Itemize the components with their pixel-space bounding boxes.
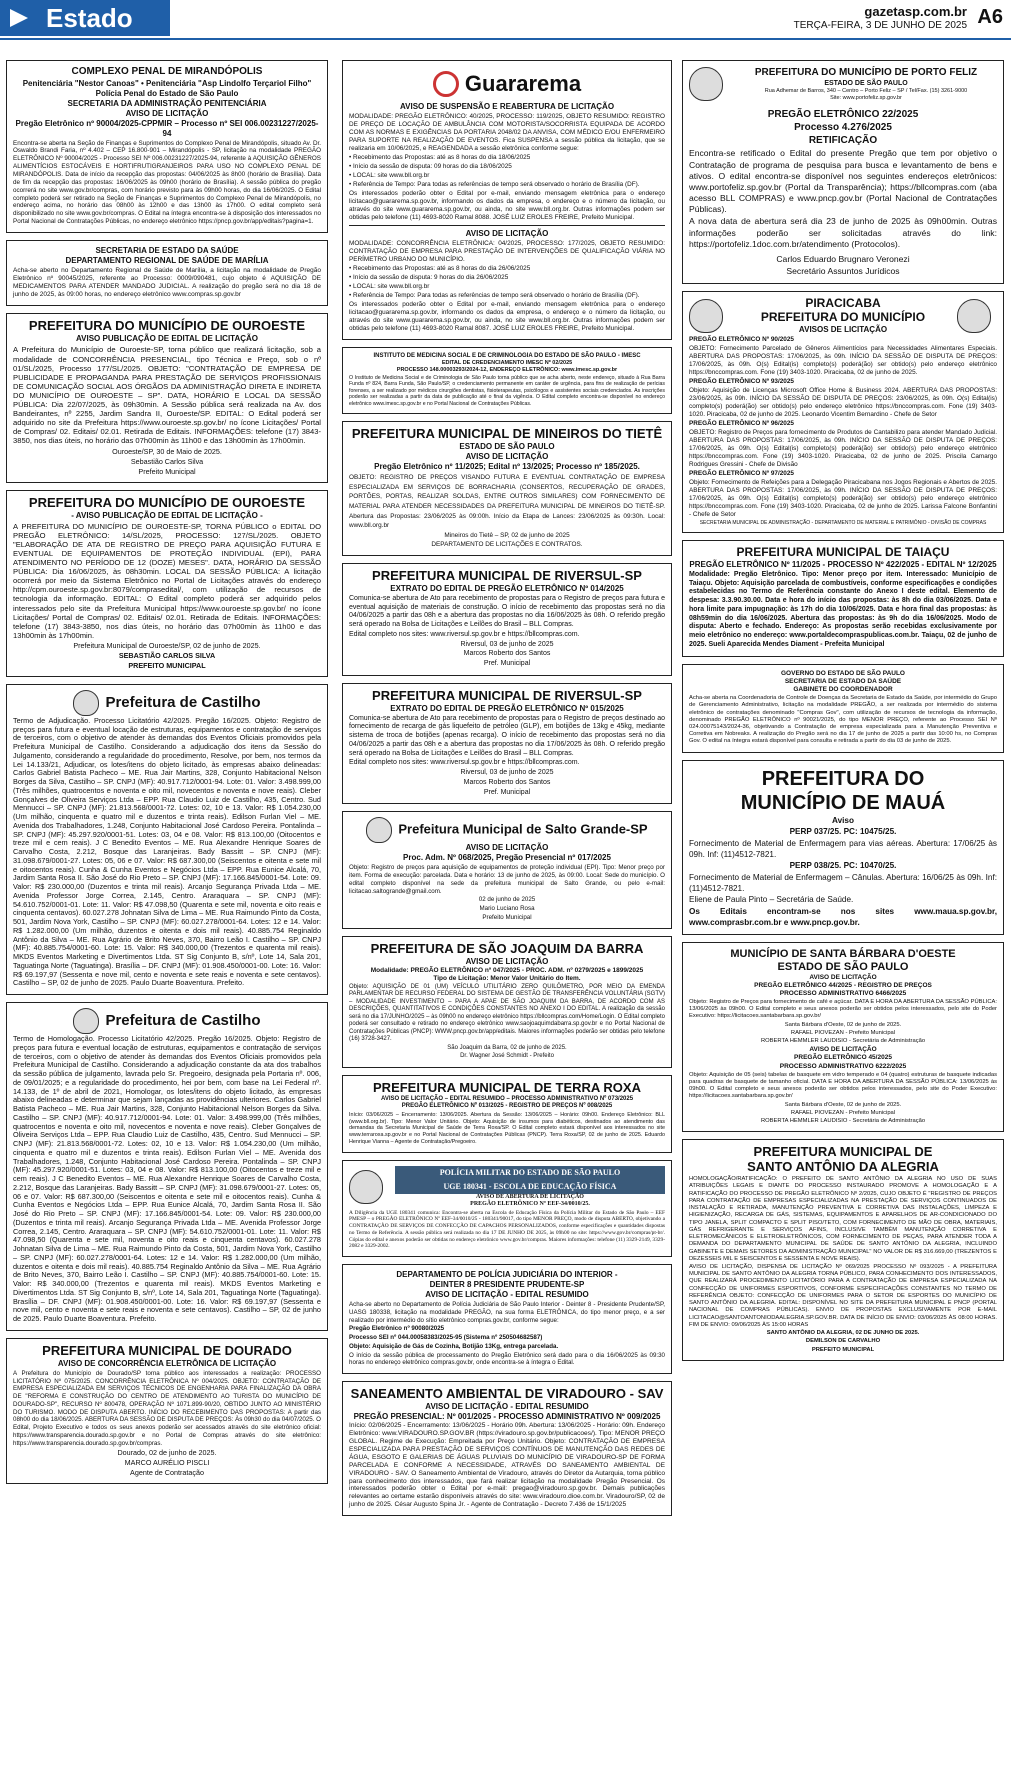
notice-line: Pregão Eletrônico nº 90080/2025 — [349, 1325, 445, 1333]
logo-mark-icon — [433, 71, 459, 97]
notice-subtitle: PREGÃO ELETRÔNICO 44/2025 - REGISTRO DE PREÇOS — [754, 981, 932, 989]
item-heading: PREGÃO ELETRÔNICO Nº 90/2025 — [689, 335, 794, 343]
notice-title: ESTADO DE SÃO PAULO — [777, 960, 909, 973]
notice-body: Modalidade: Pregão Eletrônico. Tipo: Menor preço por item. Interessado: Município de Taiaçu. Objeto: Aquisição parcelada de combustíveis, conforme especificações e condições estabelecidas no Termo de Referência constante do Anexo I deste edital. Elemento de despesa: 3.3.90.30.00. Data e hora do início das propostas: às 8h do dia 03/06/2025. Data e hora limite para impugnação: às 17h do dia 10/06/2025. Data e hora final das propostas: às 08h59min do dia 16/06/2025. Abertura das propostas: às 9h do dia 16/06/2025. Modo de disputa: Aberto e fechado. Endereço: As propostas serão recebidas exclusivamente por meio eletrônico no endereço: www.portaldecompraspublicas.com.br. Taiaçu, 02 de junho de 2025. Sueli Aparecida Mendes Diament - Prefeita Municipal — [689, 570, 997, 648]
notice-title: AVISO DE LICITAÇÃO — [465, 228, 549, 238]
notice-subtitle: EXTRATO DO EDITAL DE PREGÃO ELETRÔNICO Nº 015/2025 — [390, 703, 624, 713]
notice-subtitle: EDITAL DE CREDENCIAMENTO IMESC Nº 02/2025 — [441, 360, 573, 366]
notice-title: PREFEITURA DO MUNICÍPIO — [760, 310, 926, 325]
notice-body: MODALIDADE: CONCORRÊNCIA ELETRÔNICA: 04/2025, PROCESSO: 177/2025, OBJETO RESUMIDO: CONTRATAÇÃO DE EMPRESA PARA PRESTAÇÃO DE INTERVENÇÕES DE QUALIFICAÇÃO VIÁRIA NO PERÍMETRO URBANO DO MUNICÍPIO. — [349, 239, 665, 263]
notice-line: AVISO DE LICITAÇÃO — [125, 108, 209, 118]
notice-title: MUNICÍPIO DE SANTA BÁRBARA D'OESTE — [730, 948, 956, 961]
page-number: A6 — [977, 6, 1003, 28]
notice-role: Prefeito Municipal — [138, 466, 196, 476]
notice-subtitle: UGE 180341 - ESCOLA DE EDUCAÇÃO FÍSICA — [395, 1180, 665, 1194]
notice-riversul-1 — [342, 563, 672, 676]
notice-subtitle: GABINETE DO COORDENADOR — [793, 685, 893, 693]
notice-footer: SECRETARIA MUNICIPAL DE ADMINISTRAÇÃO - DEPARTAMENTO DE MATERIAL E PATRIMÔNIO - DIVISÃO DE COMPRAS — [699, 519, 987, 526]
notice-body: HOMOLOGAÇÃO/RATIFICAÇÃO: O PREFEITO DE SANTO ANTÔNIO DA ALEGRIA NO USO DE SUAS ATRIBUIÇÕES LEGAIS E DIANTE DO PROCESSO INSTAURADO PROMOVE A HOMOLOGAÇÃO E A RATIFICAÇÃO DO PROCESSO DE PREGÃO ELETRÔNICO Nº 2/2025, CUJO OBJETO É "REGISTRO DE PREÇOS PARA CONTRATAÇÃO DE EMPRESAS ESPECIALIZADAS NA PRESTAÇÃO DE SERVIÇOS CONTINUADOS DE INSTALAÇÃO E RETIRADA, MANUTENÇÃO PREVENTIVA E CORRETIVA DAS INSTALAÇÕES, LIMPEZA E HIGIENIZAÇÃO, RECARGA DE GÁS, SISTEMAS, EQUIPAMENTOS E APARELHOS DE AR-CONDICIONADO DO TIPO JANELA, SPLIT COMPACTO E SPLIT PISO/TETO, COM FORNECIMENTO DE MÃO DE OBRA, MATERIAIS, GÁS REFRIGERANTE E SERVIÇOS AFINS, INCLUSIVE TAMBÉM MANUTENÇÃO CORRETIVA E ELETROMECÂNICOS E ELETROELETRÔNICOS, COM FORNECIMENTO DE PEÇAS, PARA ATENDER TODA A DEMANDA DO DEPARTAMENTO MUNICIPAL DE SAÚDE DE SANTO ANTÔNIO DA ALEGRIA, INCLUINDO GABINETE E DEMAIS SETORES DA ADMINISTRAÇÃO MUNICIPAL" NO VALOR DE R$ 316.669,00 (TREZENTOS E DEZESSEIS MIL E SEISCENTOS E SESSENTA E NOVE REAIS). — [689, 1176, 997, 1262]
notice-body: Acha-se aberta na Coordenadoria de Controle de Doenças da Secretaria de Estado da Saúde, por intermédio do Grupo de Gerenciamento Administrativo, licitação na modalidade PREGÃO, a ser realizada por intermédio do sistema eletrônico de contratações denominado "Compras Gov", com utilização de recursos de tecnologia da informação, denominado PREGÃO ELETRÔNICO nº 90021/2025, do tipo MENOR PREÇO, referente ao Processo SEI Nº 024.00075143/2024-36, objetivando a Contratação de empresa especializada para a Manutenção Preventiva e Corretiva em Nobreaks. A realização do Pregão será no dia 17 de junho de 2025 a partir das 10:00 hs, no Compras Gov. O edital na íntegra estará disponível para consulta e retirada a partir do dia 03 de junho de 2025. — [689, 695, 997, 745]
notice-signature: ROBERTA HEMMLER LAUDISIO - Secretária de Administração — [760, 1118, 926, 1125]
notice-subtitle: AVISO DE LICITAÇÃO - EDITAL RESUMIDO — [425, 1290, 589, 1300]
notice-title: GOVERNO DO ESTADO DE SÃO PAULO — [781, 669, 905, 677]
notice-title: Prefeitura de Castilho — [105, 693, 261, 711]
notice-subtitle: PROCESSO ADMINISTRATIVO 6466/2025 — [779, 989, 907, 997]
notice-ouroeste-2 — [6, 490, 328, 677]
notice-city: Ouroeste/SP, 30 de Maio de 2025. — [112, 446, 222, 456]
notice-subtitle: PROCESSO 148.00003293/2024-12, ENDEREÇO ELETRÔNICO: www.imesc.sp.gov.br — [396, 366, 618, 373]
item-body: Eliene de Paula Pinto – Secretária de Saúde. — [689, 895, 854, 905]
notice-body: Os interessados poderão obter o Edital por e-mail, enviando mensagem eletrônica para o endereço licitacao@guararema.sp.gov.br, informando os dados da empresa, o endereço e o número da licitação, ou através do site www.guararema.sp.gov.br, ou ainda, no site www.bll.org.br. Outras informações podem ser obtidas pelo telefone (11) 4693-8020 Ramal 8087. JOSÉ LUIZ EROLES FREIRE, Prefeito Municipal. — [349, 300, 665, 332]
notice-mineiros — [342, 421, 672, 556]
notice-footer: DEPARTAMENTO DE LICITAÇÕES E CONTRATOS. — [431, 540, 583, 548]
notice-title: PREFEITURA DO MUNICÍPIO DE OUROESTE — [28, 318, 306, 334]
notice-subtitle: ESTADO DE SÃO PAULO — [459, 442, 555, 452]
notice-subtitle: AVISO DE LICITAÇÃO - EDITAL RESUMIDO — [425, 1402, 589, 1412]
notice-subtitle: AVISO DE LICITAÇÃO — [809, 973, 877, 981]
notice-maua — [682, 760, 1004, 936]
notice-title: PIRACICABA — [805, 296, 881, 311]
notice-signature: Dr. Wagner José Schmidt - Prefeito — [460, 1053, 554, 1060]
notice-subtitle: AVISO PUBLICAÇÃO DE EDITAL DE LICITAÇÃO — [75, 334, 259, 344]
notice-signature: Carlos Eduardo Brugnaro Veronezi — [776, 253, 910, 264]
notice-title: AVISO DE SUSPENSÃO E REABERTURA DE LICITAÇÃO — [399, 101, 615, 111]
item-body: Fornecimento de Material de Enfermagem – Cânulas. Abertura: 16/06/25 às 09h. Inf: (11)4512-7821. — [689, 872, 997, 893]
coat-of-arms-icon — [73, 1008, 99, 1034]
seal-icon — [957, 299, 991, 333]
notice-dourado — [6, 1338, 328, 1484]
notice-role: Pref. Municipal — [483, 660, 531, 668]
notice-title: Prefeitura de Castilho — [105, 1012, 261, 1030]
notice-body: Termo de Homologação. Processo Licitatório 42/2025. Pregão 16/2025. Objeto: Registro de preços para futura e eventual locação de estruturas, equipamentos e contratação de serviços de terceiros, com o objetivo de atender às demandas dos Eventos Oficiais promovidos pela Prefeitura Municipal de Castilho. Considerando a adjudicação constante da ata dos trabalhos da sessão pública de julgamento, lavrada pelo Sr. Pregoeiro, designada pela Portaria nº. 006, de 09/01/2025; e a regularidade do procedimento, hei por bem, com base na Lei Federal nº. 14.133, de 1º de abril de 2021, Homologar, os lotes/itens do objeto licitado, às empresas abaixo delineadas e determinar que sejam lançadas as providências ulteriores. Carlos Gabriel Batista Pacheco – ME. Rua Jair Martins, 328, Conjunto Habitacional Nelson Borges da Silva. Castilho – SP. CNPJ (MF): 40.917.712/0001-94. Lote: 01. Valor: 3.498.999,00 (Três milhões, quatrocentos e noventa e oito mil, novecentos e noventa e nove reais). Cleber Gonçalves de Oliveira Serviços Ltda – EPP. Rua Claudio Luiz de Castilho, 435, Centro. Sud Mennucci – SP. CNPJ (MF): 21.813.568/0001-72. Lotes: 02, 10 e 13. Valor: R$ 1.054.230,00 (Um milhão, cinquenta e quatro mil e duzentos e trinta reais). Edilson Furlan Viel – ME. Avenida dos Trabalhadores, 1.248, Conjunto Habitacional José Cardoso Pereira. Pontalinda – SP. CNPJ (MF): 45.297.920/0001-51. Lotes: 03, 04 e 08. Valor: R$ 813.100,00 (Oitocentos e treze mil e cem reais). J C Benedito Eventos – ME. Rua Alexandre Henrique Soares de Carvalho Costa, 2.212, Bosque das Laranjeiras. Bady Bassitt – SP. CNPJ (MF): 31.098.679/0001-27. Lotes: 05, 06 e 07. Valor: R$ 687.300,00 (Seiscentos e oitenta e sete mil e oitocentos reais). Cunha & Cunha Eventos e Negócios Ltda – EPP. Rua Eunice Alcalá, 70, Jardim Santa Rosa II. São José do Rio Preto – SP. CNPJ (MF): 17.166.845/0001-54. Lote: 09. Valor: R$ 230.000,00 (Duzentos e trinta mil reais). Arcanjo Segurança Privada Ltda – ME. Avenida Professor Jorge Correa, 2.145, Centro. Araraquara – SP. CNPJ (MF): 54.610.752/0001-01. Lote: 11. Valor: R$ 47.098,50 (Quarenta e sete mil, noventa e oito reais e cinquenta centavos). 60.027.278 Johnatan Silva de Lima – ME. Rua Raimundo Pinto da Costa, 501, Jardim Nova York, Castilho – SP. CNPJ (MF): 60.027.278/0001-64. Lotes: 12 e 14. Valor: R$ 1.282.000,00 (Um milhão, duzentos e oitenta e dois mil reais). 40.885.754 Reginaldo Antônio da Silva – ME. Rua Agrário de Brito Neves, 370, Bairro Leão I. Castilho – SP. CNPJ (MF): 40.885.754/0001-60. Lote: 15. Valor: R$ 340.000,00 (Trezentos e quarenta mil reais). MKDS Eventos Marketing e Divertimentos Ltda. ST Sig Conjunto B, s/nº, Lote 14, Sala 201, Taguatinga Norte (Taguatinga). Brasília – DF. CNPJ (MF): 01.908.450/0001-00. Lote: 16. Valor: R$ 69.197,97 (Sessenta e nove mil, cento e noventa e sete reais e noventa e sete centavos). Castilho – SP, 02 de junho de 2025. Paulo Duarte Boaventura. Prefeito. — [13, 1034, 321, 1324]
notice-sao-joaquim — [342, 936, 672, 1068]
notice-riversul-2 — [342, 683, 672, 805]
notice-title: PREFEITURA MUNICIPAL DE TERRA ROXA — [373, 1079, 641, 1095]
notice-heading: RETIFICAÇÃO — [808, 135, 878, 147]
notice-subtitle: AVISOS DE LICITAÇÃO — [798, 324, 888, 334]
notice-body: Os interessados poderão obter o Edital por e-mail, enviando mensagem eletrônica para o endereço licitacao@guararema.sp.gov.br, informando os dados da empresa, o endereço e o número da licitação, ou através do site www.guararema.sp.gov.br, ou ainda, no site www.bll.org.br. Outras informações podem ser obtidas pelo telefone (11) 4693-8020 Ramal 8088. JOSÉ LUIZ EROLES FREIRE, Prefeito Municipal. — [349, 189, 665, 221]
notice-body: OBJETO: REGISTRO DE PREÇOS VISANDO FUTURA E EVENTUAL CONTRATAÇÃO DE EMPRESA ESPECIALIZADA EM SERVIÇOS DE BORRACHARIA (CONSERTOS, RECUPERAÇÃO DE GRADES, PORTÕES, PORTAS, REALIZAR SOLDAS, ENTRE OUTROS SIMILARES) COM FORNECIMENTO DE MATERIAL PARA ATENDER NECESSIDADES DA PREFEITURA MUNICIPAL DE MINEIROS DO TIETÊ-SP. Abertura das Propostas: 23/06/2025 às 09:00h. Início da Etapa de Lances: 23/06/2025 às 09:30h. Local: www.bll.org.br — [349, 474, 665, 530]
list-item: • Início da sessão de disputa: 9 horas do dia 26/06/2025 — [349, 273, 509, 281]
notice-title: PREFEITURA MUNICIPAL DE TAIAÇU — [736, 545, 950, 560]
notice-subtitle: Modalidade: PREGÃO ELETRÔNICO nº 047/2025 - PROC. ADM. nº 0279/2025 e 1899/2025 — [370, 966, 644, 974]
notice-subtitle: AVISO DE LICITAÇÃO – EDITAL RESUMIDO – PROCESSO ADMINISTRATIVO Nº 073/2025 — [380, 1095, 634, 1102]
notice-title: SECRETARIA DE ESTADO DA SAÚDE — [95, 245, 239, 255]
notice-city: Santa Bárbara d'Oeste, 02 de junho de 2025. — [784, 1101, 902, 1108]
list-item: • Referência de Tempo: Para todas as referências de tempo será observado o horário de Brasília (DF). — [349, 180, 640, 188]
notice-subtitle: AVISO DE LICITAÇÃO — [465, 452, 549, 462]
notice-title: INSTITUTO DE MEDICINA SOCIAL E DE CRIMINOLOGIA DO ESTADO DE SÃO PAULO - IMESC — [373, 352, 641, 359]
notice-body: Acha-se aberto no Departamento de Polícia Judiciária de São Paulo Interior - Deinter 8 - Presidente Prudente/SP, UASG 180338, licitação na modalidade PREGÃO, na sua forma ELETRÔNICA, do tipo menor preço, e a ser realizado por intermédio do sítio eletrônico compras.gov.br, conforme segue: — [349, 1301, 665, 1324]
notice-subtitle: Proc. Adm. Nº 068/2025, Pregão Presencial nº 017/2025 — [403, 853, 611, 863]
notice-city: Prefeitura Municipal de Ouroeste/SP, 02 de junho de 2025. — [73, 640, 261, 650]
notice-title: COMPLEXO PENAL DE MIRANDÓPOLIS — [71, 66, 263, 77]
notice-signature: MARCO AURÉLIO PISCLI — [124, 1458, 210, 1468]
notice-subtitle: PROCESSO ADMINISTRATIVO 6222/2025 — [779, 1062, 907, 1070]
notice-city: Santa Bárbara d'Oeste, 02 de junho de 2025. — [784, 1021, 902, 1028]
notice-line: Polícia Penal do Estado de São Paulo — [95, 88, 239, 98]
column-left — [6, 60, 328, 1491]
notice-heading: Processo 4.276/2025 — [794, 122, 892, 134]
item-body: Objeto: Aquisição de Licenças Microsoft Office Home & Business 2024. ABERTURA DAS PROPOSTAS: 23/06/2025, às 09h. INÍCIO DA SESSÃO DE DISPUTA DE PREÇOS: 23/06/2025, às 09h. O(s) Edital(is) completo(s) poderá(ão) ser obtido(s) pelo endereço eletrônico https://bnccompras.com. Fone (19) 3403-1020. Piracicaba, 02 de junho de 2025. Leonardo Vicentim Bernardino - Chefe de Setor — [689, 386, 997, 418]
notice-body: A Prefeitura do Município de Ouroeste-SP, torna público que realizará licitação, sob a modalidade de CONCORRÊNCIA PRESENCIAL, tipo Técnica e Preço, sob o nº 01/SL/2025, Processo 177/SL/2025. OBJETO: "CONTRATAÇÃO DE EMPRESA DE PUBLICIDADE E PROPAGANDA PARA PRESTAÇÃO DE SERVIÇOS PROFISSIONAIS DE COMUNICAÇÃO SOCIAL AOS ÓRGÃOS DA ADMINISTRAÇÃO DIRETA E INDIRETA DO MUNICÍPIO DE OUROESTE – SP". DATA, HORÁRIO E LOCAL DA SESSÃO PÚBLICA: Dia 22/07/2025, às 09h30min. A Sessão pública será realizada na Av. dos Bandeirantes, nº 2255, Jardim Sandra II, Ouroeste/SP. EDITAL: O Edital poderá ser adquirido no site da Prefeitura https://www.ouroeste.sp.gov.br/ no ícone Licitações/ Portal de Compras/ 02. Editais/ 02.01. Retirada de Editais. INFORMAÇÕES: telefone (17) 3843-3850, nos dias úteis, no horário das 07h00min às 11h00 e das 13h00min às 17h00min. — [13, 345, 321, 446]
notice-subtitle: Tipo de Licitação: Menor Valor Unitário do Item. — [433, 974, 581, 982]
notice-line: Processo SEI nº 044.00058383/2025-95 (Sistema nº 250504682587) — [349, 1334, 543, 1342]
notice-title: DEPARTAMENTO DE POLÍCIA JUDICIÁRIA DO INTERIOR - — [396, 1270, 618, 1280]
item-heading: PREGÃO ELETRÔNICO Nº 97/2025 — [689, 469, 794, 477]
notice-imesc — [342, 347, 672, 415]
notice-porto-feliz — [682, 60, 1004, 284]
notice-role: Agente de Contratação — [130, 1468, 204, 1478]
notice-city: Riversul, 03 de junho de 2025 — [460, 640, 554, 648]
notice-city: 02 de junho de 2025 — [478, 896, 536, 904]
notice-piracicaba — [682, 291, 1004, 533]
notice-title: PREFEITURA MUNICIPAL DE RIVERSUL-SP — [372, 567, 642, 583]
notice-body: O Instituto de Medicina Social e de Criminologia de São Paulo torna público que se acha aberto, neste endereço, situado à Rua Barra Funda nº 824, Barra Funda, São Paulo/SP, o credenciamento permanente em caráter de urgência, para fins de realização de perícias forenses, a ser realizado por médicos cirurgiões dentistas, fisioterapeutas, psicólogos e assistentes sociais credenciados. As inscrições poderão ser realizadas a partir da data de publicação até o final da vigência. O Edital completo encontra-se disponível no endereço eletrônico www.imesc.sp.gov.br e no Portal Nacional de Contratações Públicas. — [349, 374, 665, 407]
notice-marilia — [6, 240, 328, 307]
notice-policia-militar — [342, 1160, 672, 1258]
notice-castilho-1 — [6, 684, 328, 995]
notice-subtitle: AVISO DE LICITAÇÃO — [809, 1046, 877, 1054]
notice-role: Prefeito Municipal — [482, 913, 532, 921]
notice-body: Acha-se aberto no Departamento Regional de Saúde de Marília, a licitação na modalidade de Pregão Eletrônico nº 90045/2025, referente ao Processo: 0009/090481, cujo objeto é AQUISIÇÃO DE MEDICAMENTOS PARA ATENDER MANDADO JUDICIAL. A realização do pregão será no dia 18 de junho de 2025, às 09:00 horas, no endereço eletrônico www.compras.sp.gov.br — [13, 266, 321, 299]
item-body: OBJETO: Registro de Preços para fornecimento de Produtos de Cantabilizo para atender Mandado Judicial. ABERTURA DAS PROPOSTAS: 17/06/2025, às 09h. INÍCIO DA SESSÃO DE DISPUTA DE PREÇOS: 17/06/2025, às 09h. O(s) Edital(is) completo(s) poderá(ão) ser obtido(s) pelo endereço eletrônico https://bnccompras.com. Fone (19) 3403-1020. Piracicaba, 02 de junho de 2025. Priscila Camargo Rodrigues Gressini - Chefe de Divisão — [689, 428, 997, 468]
list-item: • Referência de Tempo: Para todas as referências de tempo será observado o horário de Brasília (DF). — [349, 291, 640, 299]
notice-signature: DEMILSON DE CARVALHO — [805, 1338, 881, 1345]
divider — [349, 225, 665, 226]
notice-ouroeste-1 — [6, 313, 328, 482]
notice-site[interactable]: Site: www.portofeliz.sp.gov.br — [830, 95, 902, 102]
notice-body: Objeto: Aquisição de 05 (seis) tabelas de basquete em vidro temperado e 04 (quatro) estruturas de basquete indicadas para quadras de basquete de tamanho oficial. DATA E HORA DA ABERTURA DA SESSÃO PÚBLICA: 13/06/2025 às 09h00. O Edital completo e seus anexos poderão ser obtidos pelos interessados, pelo site do Poder Executivo: https://licitacoes.santabarbara.sp.gov.br/ — [689, 1071, 997, 1100]
list-item: • Início da sessão de disputa: 09 horas do dia 18/06/2025 — [349, 162, 512, 170]
notice-castilho-2 — [6, 1002, 328, 1331]
coat-of-arms-icon — [366, 817, 392, 843]
notice-body: AVISO DE LICITAÇÃO, DISPENSA DE LICITAÇÃO Nº 069/2025 PROCESSO Nº 093/2025 - A PREFEITURA MUNICIPAL DE SANTO ANTÔNIO DA ALEGRIA TORNA PÚBLICO, PARA CONHECIMENTO DOS INTERESSADOS, QUE REALIZARÁ PROCEDIMENTO LICITATÓRIO PARA A CONTRATAÇÃO DE EMPRESA ESPECIALIZADA NA CONFECÇÃO DE UNIFORMES ESPORTIVOS, CONFORME ESPECIFICAÇÕES CONSTANTES NO TERMO DE REFERÊNCIA OBJETO: CONFECÇÃO DE UNIFORMES PARA O SETOR DE ESPORTES DO MUNICÍPIO DE SANTO ANTÔNIO DA ALEGRIA. EDITAL: DISPONÍVEL NO SITE DA PREFEITURA MUNICIPAL E PNCP (PORTAL NACIONAL DE COMPRAS PÚBLICAS). ENVIO DE PROPOSTAS EXCLUSIVAMENTE POR E-MAIL LICITACAO@SANTOANTONIODAALEGRIA.SP.GOV.BR. DATA DE INÍCIO DE ENVIO: 03/06/2025 ÀS 08:00 HORAS. FIM DE ENVIO: 09/06/2025 ÀS 15:00 HORAS — [689, 1264, 997, 1328]
notice-subtitle: PREGÃO ELETRÔNICO Nº 013/2025 - REGISTRO DE PREÇOS Nº 008/2025 — [401, 1103, 613, 1110]
notice-city: SANTO ANTÔNIO DA ALEGRIA, 02 DE JUNHO DE 2025. — [766, 1330, 920, 1337]
notice-role: PREFEITO MUNICIPAL — [128, 660, 206, 670]
notice-role: Pref. Municipal — [483, 788, 531, 796]
notice-body: Objeto: AQUISIÇÃO DE 01 (UM) VEÍCULO UTILITÁRIO ZERO QUILÔMETRO, POR MEIO DA EMENDA PARLAMENTAR DE RECURSO FEDERAL DO SISTEMA DE GESTÃO DE TRANSFERÊNCIA VOLUNTÁRIA (SGTV) – MODALIDADE INVESTIMENTO – PARA A APAE DE SÃO JOAQUIM DA BARRA, DE ACORDO COM AS DESCRIÇÕES, QUANTITATIVOS E CONDIÇÕES CONSTANTES NO ANEXO I DO EDITAL. A realização da sessão será no dia 17/JUNHO/2025 – às 09h00 no endereço eletrônico https://bllcompras.com/Home/Login. O Edital completo poderá ser consultado e retirado no endereço eletrônico www.saojoaquimdabarra.sp.gov.br e no Portal Nacional de Contratações Públicas (PNCP): WWW.pncp.gov.br/app/editais. Maiores informações poderão ser obtidas pelo telefone (16) 3728-3427. — [349, 983, 665, 1043]
notice-body: Encontra-se retificado o Edital do presente Pregão que tem por objetivo o Contratação de programa de pesquisa para busca e levantamento de bens e ativos. O edital encontra-se disponível nos seguintes endereços eletrônicos: www.portofeliz.sp.gov.br (Portal da Transparência); https://bllcompras.com (aba acesso BLL COMPRAS) e www.pncp.gov.br (Portal Nacional de Contratações Públicas). — [689, 148, 997, 215]
item-body: Fornecimento de Material de Enfermagem para vias aéreas. Abertura: 17/06/25 às 09h. Inf: (11)4512-7821. — [689, 838, 997, 859]
notice-body: Comunica-se abertura de Ato para recebimento de propostas para o Registro de preços destinado ao fornecimento de recarga de gás liquefeito de petróleo (GLP), em botijões de 13kg e 45kg, mediante sistema de troca de botijões (apenas recarga). O início de recebimento das propostas será no dia 04/06/2025 a partir das 08h e a abertura das propostas no dia 17/06/2025 às 08h. O referido pregão será operado na Bolsa de Licitações e Leilões do Brasil – BLL Compras. — [349, 714, 665, 757]
notice-subtitle: DEINTER 8 PRESIDENTE PRUDENTE-SP — [429, 1280, 585, 1290]
notice-title: PREFEITURA MUNICIPAL DE RIVERSUL-SP — [372, 687, 642, 703]
notice-subtitle: Aviso — [832, 815, 854, 825]
list-item: • LOCAL: site www.bll.org.br — [349, 282, 430, 290]
notice-subtitle: SECRETARIA DE ESTADO DA SAÚDE — [784, 677, 902, 685]
notice-title: PREFEITURA DO MUNICÍPIO DE OUROESTE — [28, 494, 306, 510]
item-heading: PERP 038/25. PC: 10470/25. — [789, 861, 897, 871]
notice-city: São Joaquim da Barra, 02 de junho de 2025. — [447, 1044, 567, 1051]
item-heading: PERP 037/25. PC: 10475/25. — [789, 827, 897, 837]
pm-header — [349, 1166, 665, 1209]
notice-role: PREFEITO MUNICIPAL — [811, 1346, 875, 1353]
header-rule — [0, 38, 1011, 40]
notice-line: Penitenciária "Nestor Canoas" • Penitenciária "Asp Lindolfo Terçariol Filho" — [22, 78, 312, 88]
notice-deinter-8 — [342, 1264, 672, 1374]
coat-of-arms-icon — [73, 690, 99, 716]
notice-body: Objeto: Registro de Preços para fornecimento de café e açúcar. DATA E HORA DA ABERTURA DA SESSÃO PÚBLICA: 13/06/2025 às 09h00. O Edital completo e seus anexos poderão ser obtidos pelos interessados, pelo site do Poder Executivo: https://licitacoes.santabarbara.sp.gov.br/ — [689, 998, 997, 1020]
notice-body: Encontra-se aberta na Seção de Finanças e Suprimentos do Complexo Penal de Mirandópolis, situado Av. Dr. Oswaldo Brandi Faria, nº 4.402 – CEP 16.800-901 – Mirandópolis - SP, licitação na modalidade PREGÃO ELETRÔNICO Nº 90004/2025 - Processo SEI Nº 006.00231227/2025-94, referente à AQUISIÇÃO GÊNEROS ALIMENTÍCIOS ESTOCÁVEIS E HORTIFRUTIGRANJEIROS PARA USO NO COMPLEXO PENAL DE MIRANDÓPOLIS. Data de início da recepção das propostas: 04/06/2025 às 8h00 (horário de Brasília). Data de fim da recepção das propostas: 16/06/2025 às 09h00 (horário de Brasília). A sessão pública do pregão ocorrerá no site www.gov.br/compras, com horário previsto para às 09h00 horas, do dia 16/06/2025. O Edital completo poderá ser retirado na Seção de Finanças e Suprimentos do Complexo Penal de Mirandópolis, no endereço acima, no horário das 08h00 às 12h00 e das 13h00 às 17h00. O edital completo será disponibilizado no site www.gov.br/compras. O Edital na íntegra encontra-se à disposição dos interessados no Portal Nacional de Contratações Públicas, no endereço eletrônico https://pncp.gov.br/app/editais?pagina=1. — [13, 139, 321, 226]
notice-title: PREFEITURA MUNICIPAL DE DOURADO — [42, 1342, 292, 1358]
notice-body: Início: 03/06/2025 – Encerramento: 13/06/2025. Abertura da Sessão: 13/06/2025 – Horário: 09h00. Endereço Eletrônico: BLL (www.bll.org.br). Tipo: Menor Valor Unitário. Objeto: Aquisição de insumos para diabéticos, destinados ao atendimento das demandas da Secretaria Municipal de Saúde de Terra Roxa/SP. O Edital completo estará disponível aos interessados no site www.terraroxa.sp.gov.br e no Portal Nacional de Contratações Públicas (PNCP). Terra Roxa/SP, 02 de junho de 2025. Eduardo Henrique Vianna – Agente de Contratação/Pregoeiro. — [349, 1111, 665, 1145]
piracicaba-header — [689, 297, 997, 335]
notice-santa-barbara — [682, 942, 1004, 1132]
notice-title: SANEAMENTO AMBIENTAL DE VIRADOURO - SAV — [350, 1386, 664, 1402]
guararema-logo — [349, 66, 665, 102]
list-item: • LOCAL: site www.bll.org.br — [349, 171, 430, 179]
notice-saude — [682, 664, 1004, 753]
section-title: Estado — [46, 3, 133, 33]
item-body: OBJETO: Fornecimento Parcelado de Gêneros Alimentícios para Necessidades Alimentares Especiais. ABERTURA DAS PROPOSTAS: 17/06/2025, às 09h. INÍCIO DA SESSÃO DE DISPUTA DE PREÇOS: 17/06/2025, às 09h. O(s) Edital(is) completo(s) poderá(ão) ser obtido(s) pelo endereço eletrônico https://bnccompras.com. Fone (19) 3403-1020. Piracicaba, 02 de junho de 2025. — [689, 344, 997, 376]
notice-signature: ROBERTA HEMMLER LAUDISIO - Secretária de Administração — [760, 1038, 926, 1045]
notice-body: MODALIDADE: PREGÃO ELETRÔNICO: 40/2025, PROCESSO: 119/2025, OBJETO RESUMIDO: REGISTRO DE PREÇO DE LOCAÇÃO DE AMBULÂNCIA COM MOTORISTA/SOCORRISTA EQUIPADA DE ACORDO COM AS NORMAS E EXIGÊNCIAS DA PORTARIA 2048/02 DA ANVISA, COM MÉDICO E/OU ENFERMEIRO PARA SUPORTE NA REALIZAÇÃO DE EVENTOS. Fica SUSPENSA a sessão pública da licitação, que se realizaria em 10/06/2025, e REAGENDADA a sessão eletrônica conforme segue: — [349, 112, 665, 152]
notice-signature: RAFAEL PIOVEZAN - Prefeito Municipal — [790, 1109, 896, 1116]
column-right — [682, 60, 1004, 1368]
notice-mirandopolis — [6, 60, 328, 233]
notice-subtitle: - AVISO PUBLICAÇÃO DE EDITAL DE LICITAÇÃO - — [71, 510, 263, 520]
arrow-icon — [10, 9, 28, 27]
porto-feliz-header — [689, 66, 997, 102]
notice-body: Início: 02/06/2025 - Encerramento: 13/06/2025 - Horário 09h. Abertura: 13/06/2025 - Horário: 09h. Endereço Eletrônico: www.VIRADOURO.SP.GOV.BR (https://viradouro.sp.gov.br/publicacoes/). Tipo: MENOR PREÇO GLOBAL. Regime de Execução: Empreitada por Preço Unitário. Objeto: CONTRATAÇÃO DE EMPRESA ESPECIALIZADA PARA PRESTAÇÃO DE SERVIÇOS CONTÍNUOS DE MANUTENÇÃO DAS REDES DE ÁGUA, ESGOTO E GALERIAS DE ÁGUAS PLUVIAIS DO MUNICÍPIO DE VIRADOURO-SP DE FORMA PARCELADA E CONFORME A NECESSIDADE, ATRAVÉS DO SANEAMENTO AMBIENTAL DE VIRADOURO - SAV. O Saneamento Ambiental de Viradouro, através do Diretor da Autarquia, torna público para conhecimento dos interessados, que fará realizar licitação na modalidade Pregão Presencial. Os interessados poderão obter o Edital por e-mail: pregao@viradouro.sp.gov.br. Demais publicações relevantes ao certame estarão disponíveis através do site: www.viradouro.dioe.com.br. Viradouro/SP, 02 de junho de 2025. César Augusto Spina Jr. - Agente de Contratação - Decreto 7.436 de 15/1/2025 — [349, 1422, 665, 1509]
notice-signature: Sebastião Carlos Silva — [130, 456, 204, 466]
notice-signature: Marcos Roberto dos Santos — [463, 650, 551, 658]
column-center — [342, 60, 672, 1523]
notice-subtitle: AVISO DE LICITAÇÃO — [465, 843, 549, 853]
notice-role: Secretário Assuntos Jurídicos — [786, 266, 900, 277]
notice-title: Prefeitura Municipal de Salto Grande-SP — [398, 821, 648, 837]
notice-title: PREFEITURA MUNICIPAL DE MINEIROS DO TIETÊ — [351, 426, 663, 442]
notice-body: Termo de Adjudicação. Processo Licitatório 42/2025. Pregão 16/2025. Objeto: Registro de preços para futura e eventual locação de estruturas, equipamentos e contratação de serviços de terceiros, com o objetivo de atender às demandas dos Eventos Oficiais promovidos pela Prefeitura Municipal de Castilho. Considerando a adjudicação dos itens da Sessão do Julgamento, considerando a regularidade do procedimento, Resolve, por bem, nos termos da Lei 14.133/21, Adjudicar, os lotes/itens do objeto licitado, às empresas abaixo delineadas: Carlos Gabriel Batista Pacheco – ME. Rua Jair Martins, 328, Conjunto Habitacional Nelson Borges da Silva, Castilho – SP. CNPJ (MF): 40.917.712/0001-94. Lote: 01. Valor: 3.498.999,00 (Três milhões, quatrocentos e noventa e oito mil, novecentos e noventa e nove reais). Cleber Gonçalves de Oliveira Serviços Ltda – EPP. Rua Claudio Luiz de Castilho, 435, Centro. Sud Mennucci – SP. CNPJ (MF): 21.813.568/0001-72. Lotes: 02, 10 e 13. Valor: R$ 1.054.230,00 (Um milhão, cinquenta e quatro mil e duzentos e trinta reais). Edilson Furlan Viel – ME. Avenida dos Trabalhadores, 1.248, Conjunto Habitacional José Cardoso Pereira. Pontalinda – SP. CNPJ (MF): 45.297.920/0001-51. Lotes: 03, 04 e 08. Valor: R$ 813.100,00 (Oitocentos e treze mil e cem reais). J C Benedito Eventos – ME. Rua Alexandre Henrique Soares de Carvalho Costa, 2.212, Bosque das Laranjeiras. Bady Bassitt – SP. CNPJ (MF): 31.098.679/0001-27. Lotes: 05, 06 e 07. Valor: R$ 687.300,00 (Seiscentos e oitenta e sete mil e oitocentos reais). Cunha & Cunha Eventos e Negócios Ltda – EPP. Rua Eunice Alcalá, 70, Jardim Santa Rosa II. São José do Rio Preto – SP. CNPJ (MF): 17.166.845/0001-54. Lote: 09. Valor: R$ 230.000,00 (Duzentos e trinta mil reais). Arcanjo Segurança Privada Ltda – ME. Avenida Professor Jorge Correa, 2.145, Centro. Araraquara – SP. CNPJ (MF): 54.610.752/0001-01. Lote: 11. Valor: R$ 47.098,50 (Quarenta e sete mil, noventa e oito reais e cinquenta centavos). 60.027.278 Johnatan Silva de Lima – ME. Rua Raimundo Pinto da Costa, 501, Jardim Nova York, Castilho – SP. CNPJ (MF): 60.027.278/0001-64. Lotes: 12 e 14. Valor: R$ 1.282.000,00 (Um milhão, duzentos e oitenta e dois mil reais). 40.885.754 Reginaldo Antônio da Silva – ME. Rua Agrário de Brito Neves, 370, Bairro Leão I. Castilho – SP. CNPJ (MF): 40.885.754/0001-60. Lote: 15. Valor: R$ 340.000,00 (Trezentos e quarenta mil reais). MKDS Eventos Marketing e Divertimentos Ltda. ST Sig Conjunto B, s/nº, Lote 14, Sala 201, Taguatinga Norte (Taguatinga). Brasília – DF. CNPJ (MF): 01.908.450/0001-00. Lote: 16. Valor: R$ 69.197,97 (Sessenta e nove mil, cento e noventa e sete reais e noventa e sete centavos). Castilho – SP, 02 de junho de 2025. Paulo Duarte Boaventura. Prefeito. — [13, 715, 321, 988]
notice-link[interactable]: Edital completo nos sites: www.riversul.sp.gov.br e https://bllcompras.com. — [349, 759, 580, 767]
notice-title-row — [13, 1008, 321, 1034]
notice-subtitle: PREGÃO ELETRÔNICO Nº EEF-34/0010/25. — [470, 1201, 590, 1208]
notice-body: A PREFEITURA DO MUNICÍPIO DE OUROESTE-SP, TORNA PÚBLICO o EDITAL DO PREGÃO ELETRÔNICO: 14/SL/2025, PROCESSO: 127/SL/2025. OBJETO "ELABORAÇÃO DE ATA DE REGISTRO DE PREÇO PARA AQUISIÇÃO FUTURA E EVENTUAL DE EQUIPAMENTOS DE PROTEÇÃO INDIVIDUAL (EPI), PARA ATENDIMENTO NO PERÍODO DE 12 (DOZE) MESES". DATA, HORÁRIO DA SESSÃO PÚBLICA: Dia 16/06/2025, às 08h30min. LOCAL DA SESSÃO PÚBLICA: A licitação ocorrerá por meio da Sistema Eletrônico no Portal de Licitações através do endereço http://cpm.ouroeste.sp.gov.br:8079/comprasedital/, com utilização de recursos de tecnologia da informação. EDITAL: O Edital completo poderá ser adquirido pelos interessados pelo site da Prefeitura Municipal https://www.ouroeste.sp.gov.br/ no ícone Licitações/ Portal de Compras/ 02. Editais/ 02.01. Retirada de Editais. INFORMAÇÕES: telefone (17) 3843-3850, nos dias úteis, no horário das 07h00min às 11h00 e das 13h00min às 17h00min. — [13, 521, 321, 640]
coat-of-arms-icon — [689, 67, 723, 101]
notice-subtitle: PREGÃO ELETRÔNICO 45/2025 — [794, 1054, 892, 1062]
notice-subtitle: ESTADO DE SÃO PAULO — [824, 80, 908, 87]
notice-guararema — [342, 60, 672, 340]
notice-santo-antonio — [682, 1139, 1004, 1361]
notice-city: Riversul, 03 de junho de 2025 — [460, 769, 554, 777]
notice-title-row — [349, 817, 665, 843]
notice-title-row — [13, 690, 321, 716]
notice-body: Comunica-se abertura de Ato para recebimento de propostas para o Registro de preços para futura e eventual aquisição de materiais de construção. O início de recebimento das propostas será no dia 04/06/2025 a partir das 08h e a abertura das propostas no dia 16/06/2025 às 08h. O referido pregão será operado na Bolsa de Licitações e Leilões do Brasil – BLL Compras. — [349, 594, 665, 629]
notice-subtitle: AVISO DE LICITAÇÃO — [465, 956, 549, 966]
page-header — [0, 0, 1011, 40]
notice-line: Pregão Eletrônico nº 90004/2025-CPPMIR – Processo nº SEI 006.00231227/2025-94 — [15, 118, 319, 138]
notice-subtitle: PREGÃO PRESENCIAL: Nº 001/2025 - PROCESSO ADMINISTRATIVO Nº 009/2025 — [353, 1411, 661, 1421]
notice-city: Dourado, 02 de junho de 2025. — [117, 1448, 217, 1458]
coat-of-arms-icon — [689, 299, 723, 333]
site-url[interactable]: gazetasp.com.br — [864, 4, 967, 19]
item-heading: PREGÃO ELETRÔNICO Nº 96/2025 — [689, 419, 794, 427]
notice-title: SANTO ANTÔNIO DA ALEGRIA — [747, 1159, 939, 1175]
notice-body: Objeto: Registro de preços para aquisição de equipamentos de proteção individual (EPI). Tipo: Menor preço por item. Forma de execução: parcelada. Data e horário: 13 de junho de 2025, às 09:00. Local: Sede do município. O edital completo disponível na sede da prefeitura municipal de Salto Grande, ou pelo e-mail: licitacao.saltogrande@gmail.com. — [349, 864, 665, 895]
notice-signature: RAFAEL PIOVEZAN - Prefeito Municipal — [790, 1029, 896, 1036]
notice-line: Objeto: Aquisição de Gás de Cozinha, Botijão 13Kg, entrega parcelada. — [349, 1342, 559, 1350]
notice-title: PREFEITURA MUNICIPAL DE — [753, 1144, 933, 1160]
notice-title: POLÍCIA MILITAR DO ESTADO DE SÃO PAULO — [395, 1166, 665, 1180]
notice-city: Mineiros do Tietê – SP, 02 de junho de 2025 — [444, 531, 570, 539]
notice-subtitle: DEPARTAMENTO REGIONAL DE SAÚDE DE MARÍLIA — [65, 255, 269, 265]
notice-title: PREFEITURA DE SÃO JOAQUIM DA BARRA — [370, 940, 644, 956]
list-item: • Recebimento das Propostas: até as 8 horas do dia 26/06/2025 — [349, 264, 531, 272]
notice-terra-roxa — [342, 1075, 672, 1153]
notice-subtitle: AVISO DE CONCORRÊNCIA ELETRÔNICA DE LICITAÇÃO — [57, 1358, 277, 1368]
notice-title: PREFEITURA DO MUNICÍPIO DE PORTO FELIZ — [754, 67, 978, 78]
logo-text: Guararema — [464, 71, 582, 96]
notice-salto-grande — [342, 811, 672, 928]
notice-title: MUNICÍPIO DE MAUÁ — [740, 791, 946, 814]
notice-subtitle: PREGÃO ELETRÔNICO Nº 11/2025 - PROCESSO Nº 422/2025 - EDITAL Nº 12/2025 — [689, 559, 997, 569]
pm-emblem-icon — [349, 1170, 383, 1204]
notice-line: SECRETARIA DA ADMINISTRAÇÃO PENITENCIÁRIA — [67, 98, 267, 108]
notice-line: O início da sessão pública de processamento do Pregão Eletrônico será dado para o dia 16/06/2025 às 09:30 horas no endereço eletrônico compras.gov.br, onde encontra-se à íntegra o Edital. — [349, 1351, 665, 1367]
notice-taiacu — [682, 540, 1004, 657]
notice-address: Rua Adhemar de Barros, 340 – Centro – Porto Feliz – SP / Tel/Fax. (15) 3261-9000 — [764, 88, 968, 95]
issue-date: TERÇA-FEIRA, 3 DE JUNHO DE 2025 — [793, 20, 967, 31]
notice-body: A nova data de abertura será dia 23 de junho de 2025 às 09h00min. Outras informações poderão ser solicitadas através do link: https://portofeliz.1doc.com.br/atendimento (Protocolos). — [689, 216, 997, 249]
item-body: Os Editais encontram-se nos sites www.maua.sp.gov.br, www.comprasbr.com.br e www.pncp.gov.br. — [689, 906, 997, 927]
notice-signature: SEBASTIÃO CARLOS SILVA — [118, 650, 216, 660]
notice-subtitle: EXTRATO DO EDITAL DE PREGÃO ELETRÔNICO Nº 014/2025 — [390, 583, 624, 593]
notice-viradouro — [342, 1381, 672, 1516]
notice-title: PREFEITURA DO — [761, 767, 925, 790]
section-badge — [0, 0, 170, 36]
notice-link[interactable]: Edital completo nos sites: www.riversul.sp.gov.br e https://bllcompras.com. — [349, 630, 580, 638]
notice-heading: PREGÃO ELETRÔNICO 22/2025 — [767, 109, 919, 121]
notice-body: A Diligência da UGE 180341 comunica: Encontra-se aberta na Escola de Educação Física da Polícia Militar do Estado de São Paulo – EEF PMESP – o PREGÃO ELETRÔNICO Nº EEF-34/0010/25 - 180341/90017, do tipo MENOR PREÇO, modo de disputa ABERTO, objetivando a CONTRATAÇÃO DE SERVIÇOS DE CONFECÇÃO DE CAPACHOS PERSONALIZADOS, conforme especificações e quantidades dispostas no Termo de Referência. A sessão pública será realizada no dia 17 DE JUNHO DE 2025, às 09h00 no site: https://www.gov.br/compras/pt-br/. Cópias do edital e anexos poderão ser obtidas no endereço eletrônico www.gov.br/compras. Maiores informações: telefone (11) 3329-2149, 3329-2082 e 3329-2002. — [349, 1209, 665, 1250]
item-heading: PREGÃO ELETRÔNICO Nº 93/2025 — [689, 377, 794, 385]
notice-signature: Mario Luciano Rosa — [479, 905, 535, 913]
notice-body: A Prefeitura do Município de Dourado/SP torna público aos interessados a realização: PROCESSO LICITATÓRIO Nº 075/2025. CONCORRÊNCIA ELETRÔNICA Nº 004/2025. OBJETO: CONTRATAÇÃO DE EMPRESA ESPECIALIZADA EM SERVIÇOS TÉCNICOS DE ENGENHARIA PARA FINALIZAÇÃO DA OBRA DE "REFORMA E CONSTRUÇÃO DO CENTRO DE ATENDIMENTO AO TURISTA DO MUNICÍPIO DE DOURADO-SP", RECURSO Nº 800478, OPERAÇÃO Nº 1071.899-90/20, OBTIDO JUNTO AO MINISTÉRIO DO TURISMO. MODO DE DISPUTA ABERTO. INÍCIO DO RECEBIMENTO DAS PROPOSTAS: A partir das 08h00 do dia 18/06/2025. ABERTURA DA SESSÃO DE DISPUTA DE PREÇOS: Às 09h30 do dia 04/07/2025. O Edital, Projeto Executivo e todos os seus anexos poderão ser acessados através do site eletrônico oficial: https://www.transparencia.dourado.sp.gov.br e no Portal de Compras através do site eletrônico: https://www.transparencia.dourado.sp.gov.br/compras. — [13, 1369, 321, 1447]
notice-subtitle: AVISO DE ABERTURA DE LICITAÇÃO — [476, 1193, 584, 1200]
notice-subtitle: Pregão Eletrônico nº 11/2025; Edital nº 13/2025; Processo nº 185/2025. — [374, 462, 640, 472]
notice-signature: Marcos Roberto dos Santos — [463, 778, 551, 786]
list-item: • Recebimento das Propostas: até as 8 horas do dia 18/06/2025 — [349, 153, 531, 161]
item-body: Objeto: Fornecimento de Refeições para a Delegação Piracicabana nos Jogos Regionais e Abertos de 2025. ABERTURA DAS PROPOSTAS: 17/06/2025, às 09h. INÍCIO DA SESSÃO DE DISPUTA DE PREÇOS: 17/06/2025, às 09h. O(s) Edital(is) completo(s) poderá(ão) ser obtido(s) pelo endereço eletrônico https://bnccompras.com. Fone (19) 3403-1020. Piracicaba, 02 de junho de 2025. Larissa Falcone Bonfantini - Chefe de Setor — [689, 478, 998, 518]
